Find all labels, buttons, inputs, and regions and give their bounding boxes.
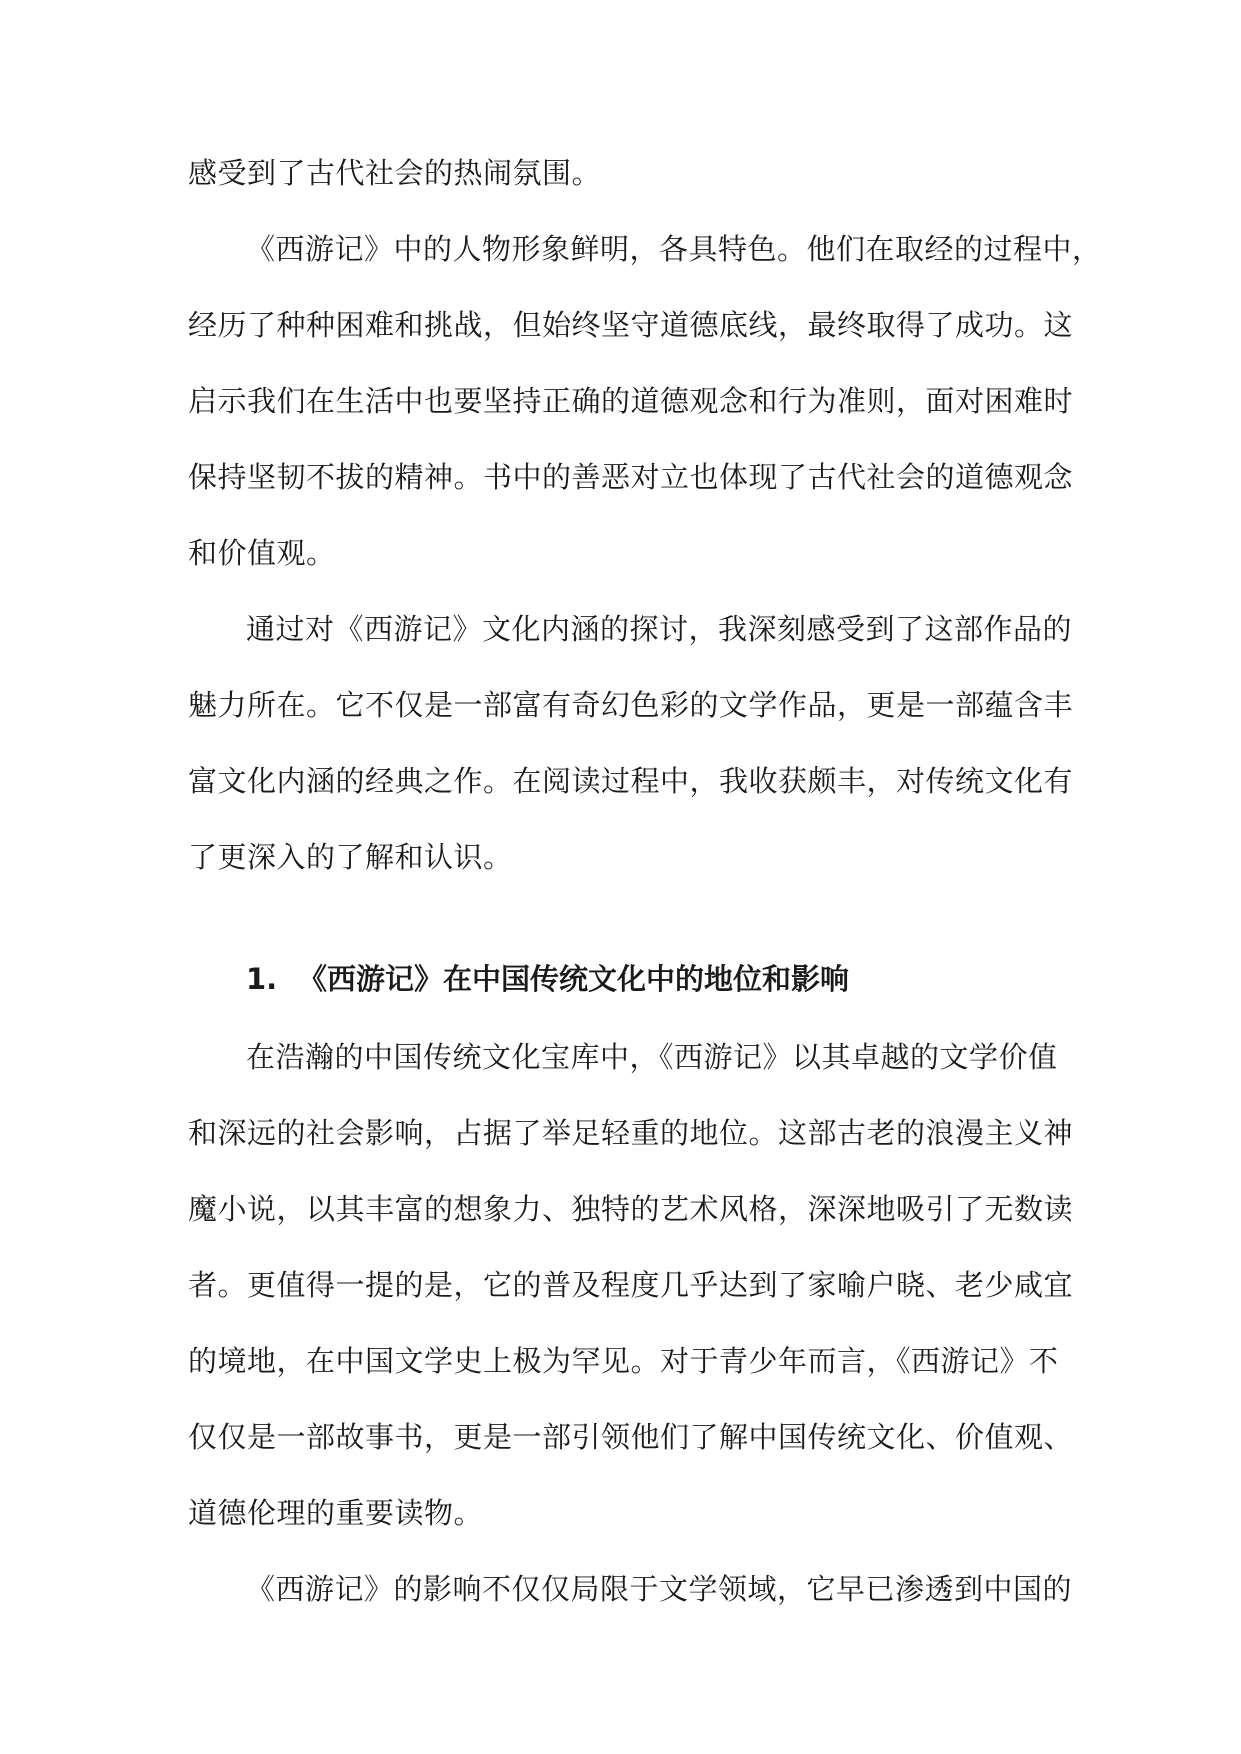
text-line: 道德伦理的重要读物。 bbox=[188, 1496, 484, 1530]
text-line: 经历了种种困难和挑战，但始终坚守道德底线，最终取得了成功。这 bbox=[188, 308, 1074, 342]
paragraph bbox=[188, 1027, 1074, 1559]
text-line: 了更深入的了解和认识。 bbox=[188, 840, 513, 874]
text-line: 的境地，在中国文学史上极为罕见。对于青少年而言，《西游记》不 bbox=[188, 1344, 1059, 1378]
text-line: 魅力所在。它不仅是一部富有奇幻色彩的文学作品，更是一部蕴含丰 bbox=[188, 688, 1074, 722]
paragraph bbox=[188, 219, 1102, 599]
text-line: 和深远的社会影响，占据了举足轻重的地位。这部古老的浪漫主义神 bbox=[188, 1116, 1074, 1150]
text-line: 和价值观。 bbox=[188, 536, 336, 570]
text-line: 启示我们在生活中也要坚持正确的道德观念和行为准则，面对困难时 bbox=[188, 384, 1074, 418]
paragraph bbox=[188, 143, 1068, 219]
text-line: 者。更值得一提的是，它的普及程度几乎达到了家喻户晓、老少咸宜 bbox=[188, 1268, 1074, 1302]
text-line: 感受到了古代社会的热闹氛围。 bbox=[188, 156, 602, 190]
text-line: 仅仅是一部故事书，更是一部引领他们了解中国传统文化、价值观、 bbox=[188, 1420, 1074, 1454]
section-number: 1. bbox=[246, 962, 278, 996]
text-line: 在浩瀚的中国传统文化宝库中，《西游记》以其卓越的文学价值 bbox=[246, 1040, 1058, 1074]
text-line: 《西游记》中的人物形象鲜明，各具特色。他们在取经的过程中， bbox=[246, 232, 1102, 266]
section-title: 《西游记》在中国传统文化中的地位和影响 bbox=[298, 962, 850, 996]
text-line: 保持坚韧不拔的精神。书中的善恶对立也体现了古代社会的道德观念 bbox=[188, 460, 1074, 494]
section-heading bbox=[188, 949, 1068, 1027]
text-line: 富文化内涵的经典之作。在阅读过程中，我收获颇丰，对传统文化有 bbox=[188, 764, 1074, 798]
text-column bbox=[188, 143, 1102, 1635]
paragraph bbox=[188, 599, 1074, 903]
text-line: 魔小说，以其丰富的想象力、独特的艺术风格，深深地吸引了无数读 bbox=[188, 1192, 1074, 1226]
paragraph bbox=[188, 1559, 1073, 1635]
spacer bbox=[188, 903, 1068, 949]
text-line: 《西游记》的影响不仅仅局限于文学领域，它早已渗透到中国的 bbox=[246, 1572, 1073, 1606]
text-line: 通过对《西游记》文化内涵的探讨，我深刻感受到了这部作品的 bbox=[246, 612, 1073, 646]
